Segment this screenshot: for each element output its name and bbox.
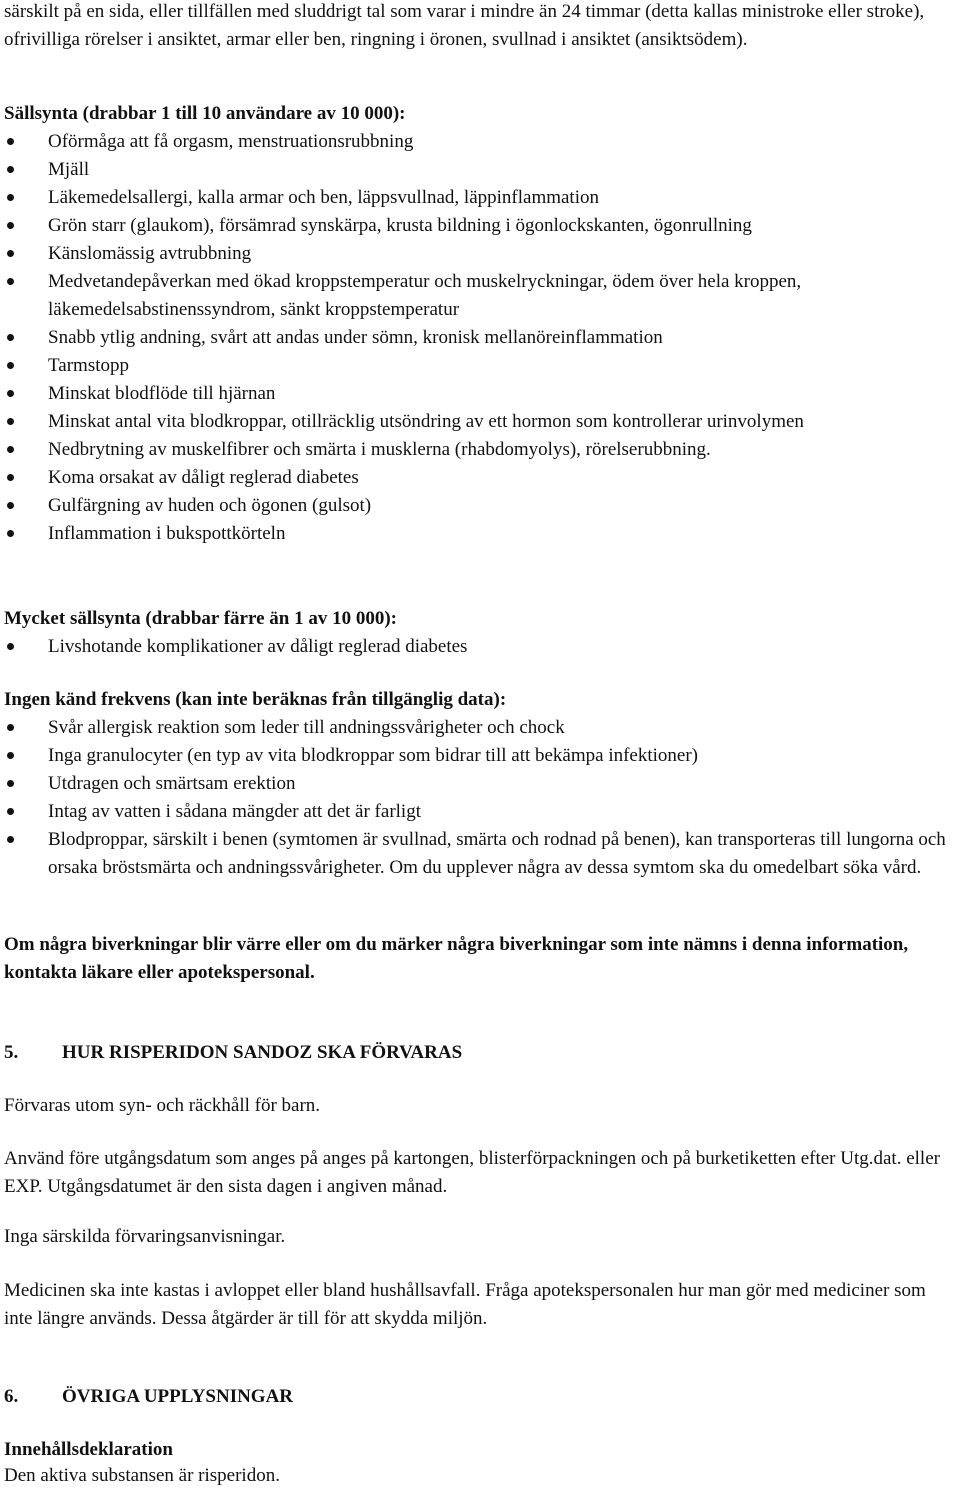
bullet-icon — [7, 643, 14, 650]
rare-list — [4, 128, 956, 548]
unknown-frequency-heading: Ingen känd frekvens (kan inte beräknas från tillgänglig data): — [4, 689, 507, 710]
unknown-frequency-list — [4, 714, 956, 882]
list-item: Nedbrytning av muskelfibrer och smärta i musklerna (rhabdomyolys), rörelserubbning. — [4, 436, 956, 464]
section-number: 6. — [4, 1386, 19, 1407]
list-item: Läkemedelsallergi, kalla armar och ben, läppsvullnad, läppinflammation — [4, 184, 956, 212]
list-item: Inga granulocyter (en typ av vita blodkroppar som bidrar till att bekämpa infektioner) — [4, 742, 956, 770]
bullet-icon — [7, 334, 14, 341]
section-number: 5. — [4, 1042, 19, 1063]
list-item: Svår allergisk reaktion som leder till andningssvårigheter och chock — [4, 714, 956, 742]
list-item: Utdragen och smärtsam erektion — [4, 770, 956, 798]
storage-paragraph-3: Inga särskilda förvaringsanvisningar. — [4, 1226, 286, 1247]
very-rare-list — [4, 633, 956, 661]
unknown-frequency-section — [4, 686, 956, 882]
bullet-icon — [7, 166, 14, 173]
bullet-icon — [7, 502, 14, 509]
bullet-icon — [7, 474, 14, 481]
warning-text: Om några biverkningar blir värre eller om du märker några biverkningar som inte nämns i denna information, kontakta läkare eller apotekspersonal. — [4, 934, 909, 983]
bullet-icon — [7, 446, 14, 453]
list-item: Tarmstopp — [4, 352, 956, 380]
list-item: Minskat blodflöde till hjärnan — [4, 380, 956, 408]
storage-paragraph-4: Medicinen ska inte kastas i avloppet eller bland hushållsavfall. Fråga apotekspersonalen hur man gör med mediciner som inte längre används. Dessa åtgärder är till för att skydda miljön. — [4, 1280, 926, 1329]
storage-paragraph-1: Förvaras utom syn- och räckhåll för barn. — [4, 1095, 321, 1116]
list-item: Livshotande komplikationer av dåligt reglerad diabetes — [4, 633, 956, 661]
list-item: Snabb ytlig andning, svårt att andas under sömn, kronisk mellanöreinflammation — [4, 324, 956, 352]
section-title: ÖVRIGA UPPLYSNINGAR — [62, 1386, 294, 1407]
bullet-icon — [7, 836, 14, 843]
very-rare-section — [4, 605, 956, 661]
bullet-icon — [7, 250, 14, 257]
contents-heading: Innehållsdeklaration — [4, 1439, 173, 1460]
bullet-icon — [7, 278, 14, 285]
list-item: Grön starr (glaukom), försämrad synskärpa, krusta bildning i ögonlockskanten, ögonrullning — [4, 212, 956, 240]
rare-section — [4, 100, 956, 548]
bullet-icon — [7, 724, 14, 731]
list-item: Koma orsakat av dåligt reglerad diabetes — [4, 464, 956, 492]
storage-paragraph-2: Använd före utgångsdatum som anges på anges på kartongen, blisterförpackningen och på burketiketten efter Utg.dat. eller EXP. Utgångsdatumet är den sista dagen i angiven månad. — [4, 1148, 940, 1197]
section-title: HUR RISPERIDON SANDOZ SKA FÖRVARAS — [62, 1042, 463, 1063]
list-item: Känslomässig avtrubbning — [4, 240, 956, 268]
bullet-icon — [7, 362, 14, 369]
list-item: Intag av vatten i sådana mängder att det är farligt — [4, 798, 956, 826]
bullet-icon — [7, 194, 14, 201]
list-item: Blodproppar, särskilt i benen (symtomen är svullnad, smärta och rodnad på benen), kan transporteras till lungorna och orsaka bröstsmärta och andningssvårigheter. Om du upplever några av dessa symtom ska du omedelbart söka vård. — [4, 826, 956, 882]
rare-heading: Sällsynta (drabbar 1 till 10 användare av 10 000): — [4, 103, 406, 124]
bullet-icon — [7, 138, 14, 145]
very-rare-heading: Mycket sällsynta (drabbar färre än 1 av 10 000): — [4, 608, 397, 629]
bullet-icon — [7, 418, 14, 425]
intro-continuation: särskilt på en sida, eller tillfällen med sluddrigt tal som varar i mindre än 24 timmar (detta kallas ministroke eller stroke), ofrivilliga rörelser i ansiktet, armar eller ben, ringning i öronen, svullnad i ansiktet (ansiktsödem). — [4, 1, 925, 50]
bullet-icon — [7, 390, 14, 397]
list-item: Inflammation i bukspottkörteln — [4, 520, 956, 548]
list-item: Mjäll — [4, 156, 956, 184]
bullet-icon — [7, 808, 14, 815]
bullet-icon — [7, 752, 14, 759]
contents-paragraph: Den aktiva substansen är risperidon. — [4, 1465, 280, 1486]
list-item: Medvetandepåverkan med ökad kroppstemperatur och muskelryckningar, ödem över hela kroppen, läkemedelsabstinenssyndrom, sänkt kroppstemperatur — [4, 268, 956, 324]
list-item: Minskat antal vita blodkroppar, otillräcklig utsöndring av ett hormon som kontrollerar urinvolymen — [4, 408, 956, 436]
section-5-heading — [4, 1039, 956, 1067]
list-item: Oförmåga att få orgasm, menstruationsrubbning — [4, 128, 956, 156]
bullet-icon — [7, 780, 14, 787]
bullet-icon — [7, 222, 14, 229]
bullet-icon — [7, 530, 14, 537]
list-item: Gulfärgning av huden och ögonen (gulsot) — [4, 492, 956, 520]
section-6-heading — [4, 1383, 956, 1411]
